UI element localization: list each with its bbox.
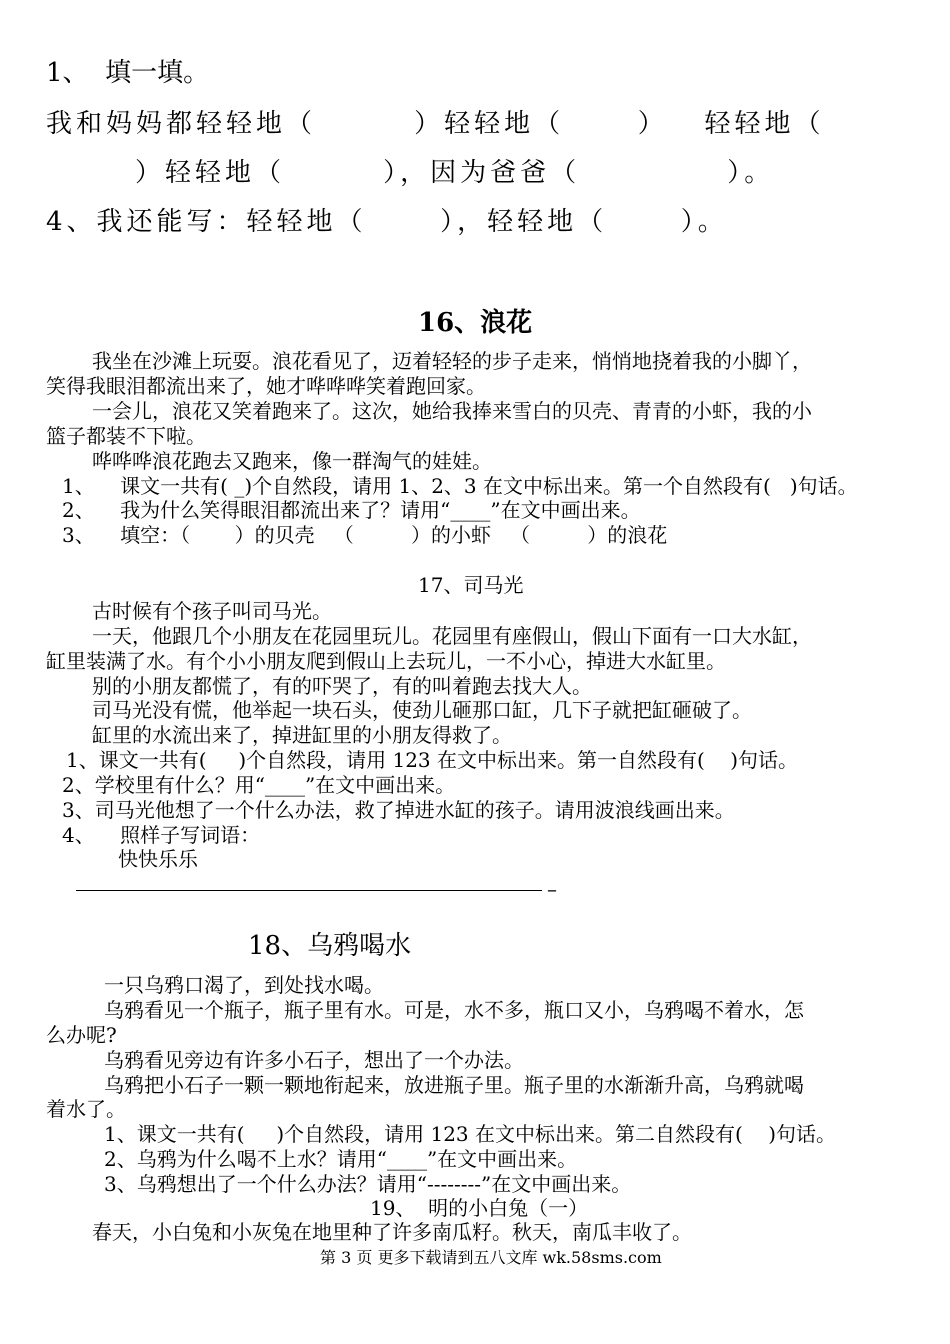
lesson16-question-2: 2、 我为什么笑得眼泪都流出来了？请用“____”在文中画出来。	[62, 498, 641, 522]
lesson18-para1: 一只乌鸦口渴了，到处找水喝。	[104, 973, 384, 997]
page-footer: 第 3 页 更多下载请到五八文库 wk.58sms.com	[320, 1248, 662, 1267]
lesson17-question-3: 3、司马光他想了一个什么办法，救了掉进水缸的孩子。请用波浪线画出来。	[62, 798, 735, 822]
lesson17-question-4: 4、 照样子写词语：	[62, 823, 261, 847]
lesson17-example-word: 快快乐乐	[118, 847, 198, 871]
lesson18-question-3: 3、乌鸦想出了一个什么办法？请用“--------”在文中画出来。	[104, 1172, 632, 1196]
lesson16-para1b: 笑得我眼泪都流出来了，她才哗哗哗笑着跑回家。	[46, 374, 486, 398]
answer-line	[76, 890, 542, 891]
lesson16-para1a: 我坐在沙滩上玩耍。浪花看见了，迈着轻轻的步子走来，悄悄地挠着我的小脚丫，	[92, 349, 812, 373]
lesson18-para4b: 着水了。	[46, 1097, 126, 1121]
lesson17-para4: 司马光没有慌，他举起一块石头，使劲儿砸那口缸，几下子就把缸砸破了。	[92, 698, 752, 722]
lesson16-para3: 哗哗哗浪花跑去又跑来，像一群淘气的娃娃。	[92, 449, 492, 473]
lesson18-question-2: 2、乌鸦为什么喝不上水？请用“____”在文中画出来。	[104, 1147, 578, 1171]
lesson18-para2b: 么办呢?	[46, 1023, 117, 1047]
fill-line-3: 4、我还能写：轻轻地（ ），轻轻地（ ）。	[46, 207, 728, 237]
lesson19-para1: 春天，小白兔和小灰兔在地里种了许多南瓜籽。秋天，南瓜丰收了。	[92, 1220, 692, 1244]
lesson17-para3: 别的小朋友都慌了，有的吓哭了，有的叫着跑去找大人。	[92, 674, 592, 698]
lesson18-title: 18、乌鸦喝水	[248, 931, 412, 961]
lesson18-para2a: 乌鸦看见一个瓶子，瓶子里有水。可是，水不多，瓶口又小，乌鸦喝不着水，怎	[104, 998, 804, 1022]
lesson17-para2a: 一天，他跟几个小朋友在花园里玩儿。花园里有座假山，假山下面有一口大水缸，	[92, 624, 812, 648]
fill-line-2: ）轻轻地（ ），因为爸爸（ ）。	[135, 158, 775, 188]
lesson16-title: 16、浪花	[418, 308, 533, 338]
lesson16-question-1: 1、 课文一共有( _)个自然段，请用 1、2、3 在文中标出来。第一个自然段有( )句话。	[62, 474, 858, 498]
lesson16-para2a: 一会儿，浪花又笑着跑来了。这次，她给我捧来雪白的贝壳、青青的小虾，我的小	[92, 399, 812, 423]
lesson16-para2b: 篮子都装不下啦。	[46, 424, 206, 448]
lesson18-question-1: 1、课文一共有( )个自然段，请用 123 在文中标出来。第二自然段有( )句话。	[104, 1122, 837, 1146]
answer-line-dash: –	[547, 877, 557, 901]
lesson17-title: 17、司马光	[418, 573, 524, 597]
lesson18-para3: 乌鸦看见旁边有许多小石子，想出了一个办法。	[104, 1048, 524, 1072]
fill-line-1: 我和妈妈都轻轻地（ ）轻轻地（ ） 轻轻地（	[46, 109, 825, 139]
lesson17-para1: 古时候有个孩子叫司马光。	[92, 599, 332, 623]
lesson17-para2b: 缸里装满了水。有个小小朋友爬到假山上去玩儿，一不小心，掉进大水缸里。	[46, 649, 726, 673]
lesson17-para5: 缸里的水流出来了，掉进缸里的小朋友得救了。	[92, 723, 512, 747]
lesson17-question-2: 2、学校里有什么？用“____”在文中画出来。	[62, 773, 456, 797]
lesson19-title: 19、 明的小白兔（一）	[370, 1196, 589, 1220]
lesson17-question-1: 1、课文一共有( )个自然段，请用 123 在文中标出来。第一自然段有( )句话。	[66, 748, 799, 772]
lesson18-para4a: 乌鸦把小石子一颗一颗地衔起来，放进瓶子里。瓶子里的水渐渐升高，乌鸦就喝	[104, 1073, 804, 1097]
lesson16-question-3: 3、 填空：（ ）的贝壳 （ ）的小虾 （ ）的浪花	[62, 523, 668, 547]
fill-heading: 1、 填一填。	[46, 58, 210, 88]
